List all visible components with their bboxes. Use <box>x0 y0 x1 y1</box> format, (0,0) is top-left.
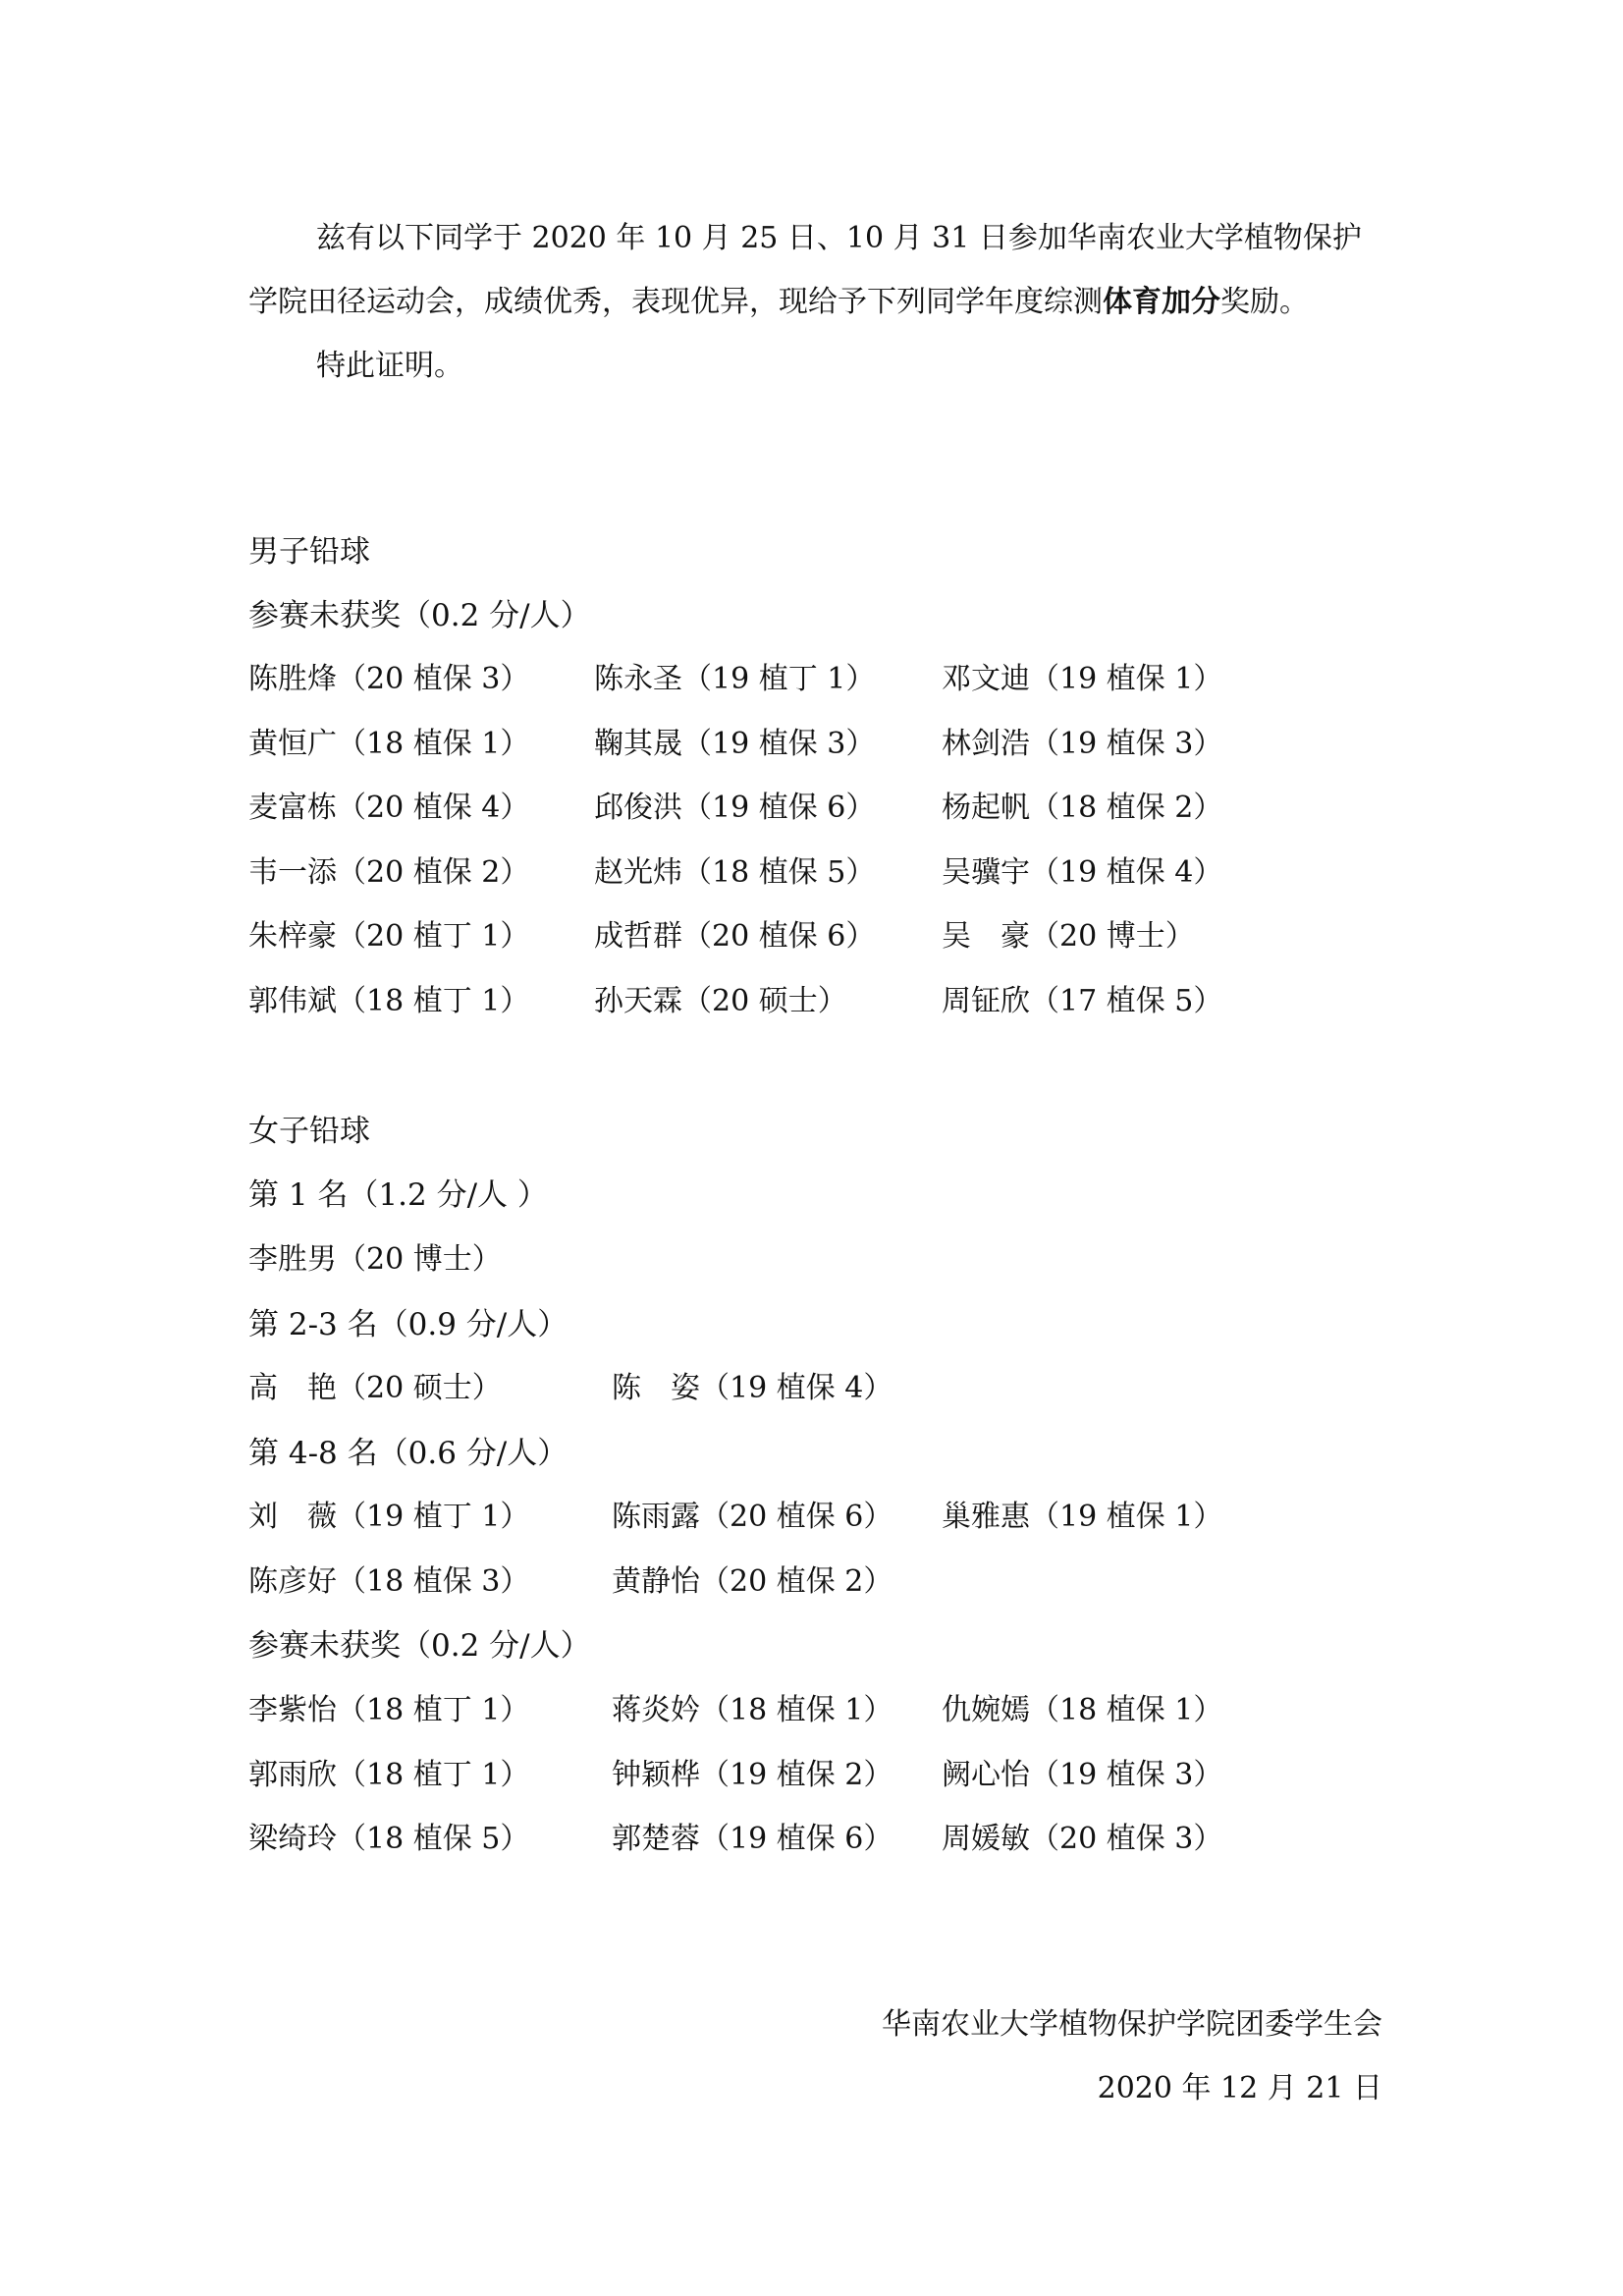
student-entry: 周钲欣（17 植保 5） <box>942 983 1223 1018</box>
student-entry: 周媛敏（20 植保 3） <box>942 1822 1223 1856</box>
student-entry: 杨起帆（18 植保 2） <box>942 791 1223 825</box>
women-participation-label: 参赛未获奖（0.2 分/人） <box>248 1628 591 1664</box>
student-entry: 吴骥宇（19 植保 4） <box>942 854 1223 890</box>
student-entry: 林剑浩（19 植保 3） <box>942 726 1223 761</box>
women-shotput-title: 女子铅球 <box>248 1114 370 1149</box>
intro-text <box>248 206 1382 334</box>
student-entry: 钟颖桦（19 植保 2） <box>612 1757 893 1792</box>
student-entry: 郭伟斌（18 植丁 1） <box>248 983 530 1018</box>
student-entry: 陈 姿（19 植保 4） <box>612 1371 893 1405</box>
student-entry: 阙心怡（19 植保 3） <box>942 1757 1223 1792</box>
student-entry: 朱梓豪（20 植丁 1） <box>248 919 530 954</box>
student-entry: 成哲群（20 植保 6） <box>594 919 876 954</box>
student-entry: 李紫怡（18 植丁 1） <box>248 1693 530 1727</box>
student-entry: 陈胜烽（20 植保 3） <box>248 662 530 696</box>
student-entry: 蒋炎妗（18 植保 1） <box>612 1693 893 1727</box>
student-entry: 郭楚蓉（19 植保 6） <box>612 1822 893 1856</box>
student-entry: 赵光炜（18 植保 5） <box>594 854 876 890</box>
student-entry: 仇婉嫣（18 植保 1） <box>942 1693 1223 1727</box>
signature-org: 华南农业大学植物保护学院团委学生会 <box>882 2007 1382 2042</box>
student-entry: 刘 薇（19 植丁 1） <box>248 1500 530 1534</box>
student-entry: 黄静怡（20 植保 2） <box>612 1563 893 1599</box>
women-first-label: 第 1 名（1.2 分/人 ） <box>248 1177 548 1213</box>
student-entry: 韦一添（20 植保 2） <box>248 854 530 890</box>
student-entry: 梁绮玲（18 植保 5） <box>248 1822 530 1856</box>
women-2-3-label: 第 2-3 名（0.9 分/人） <box>248 1307 568 1342</box>
student-entry: 麦富栋（20 植保 4） <box>248 791 530 825</box>
student-entry: 孙天霖（20 硕士） <box>594 983 847 1018</box>
student-entry: 李胜男（20 博士） <box>248 1242 502 1277</box>
student-entry: 巢雅惠（19 植保 1） <box>942 1500 1223 1534</box>
certify-text: 特此证明。 <box>316 349 463 383</box>
men-shotput-title: 男子铅球 <box>248 534 370 570</box>
student-entry: 鞠其晟（19 植保 3） <box>594 726 876 761</box>
student-entry: 陈彦好（18 植保 3） <box>248 1563 530 1599</box>
signature-date: 2020 年 12 月 21 日 <box>1097 2071 1382 2105</box>
intro-ending: 奖励。 <box>1220 285 1309 319</box>
student-entry: 吴 豪（20 博士） <box>942 919 1195 954</box>
student-entry: 邱俊洪（19 植保 6） <box>594 791 876 825</box>
student-entry: 陈永圣（19 植丁 1） <box>594 662 876 696</box>
intro-paragraph <box>248 206 1382 398</box>
student-entry: 黄恒广（18 植保 1） <box>248 726 530 761</box>
intro-body: 兹有以下同学于 2020 年 10 月 25 日、10 月 31 日参加华南农业大学植物保护学院田径运动会，成绩优秀，表现优异，现给予下列同学年度综测 <box>248 221 1362 319</box>
intro-bold-highlight: 体育加分 <box>1103 285 1220 319</box>
women-4-8-label: 第 4-8 名（0.6 分/人） <box>248 1436 568 1471</box>
student-entry: 郭雨欣（18 植丁 1） <box>248 1757 530 1792</box>
student-entry: 邓文迪（19 植保 1） <box>942 662 1223 696</box>
student-entry: 高 艳（20 硕士） <box>248 1371 502 1405</box>
student-entry: 陈雨露（20 植保 6） <box>612 1500 893 1534</box>
men-participation-label: 参赛未获奖（0.2 分/人） <box>248 598 591 633</box>
